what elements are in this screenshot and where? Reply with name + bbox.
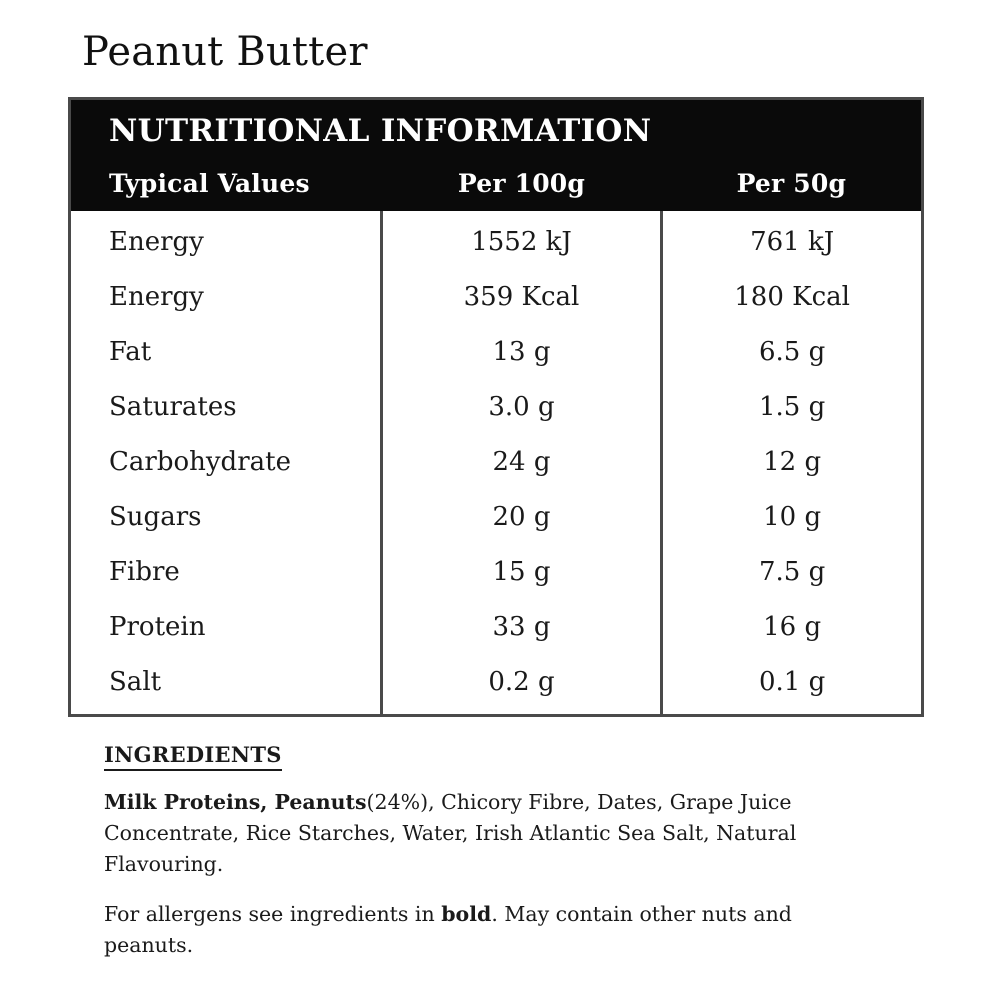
row-value-per-50g: 10 g	[662, 490, 921, 545]
ingredients-list	[104, 787, 874, 879]
nutrition-panel-header	[71, 100, 921, 157]
row-value-per-100g: 33 g	[381, 600, 662, 655]
table-row	[71, 545, 921, 600]
nutrition-table-header	[71, 157, 921, 211]
allergen-note-pre: For allergens see ingredients in	[104, 902, 442, 927]
row-value-per-50g: 0.1 g	[662, 655, 921, 714]
page-title: Peanut Butter	[82, 29, 368, 75]
nutrition-panel-title: NUTRITIONAL INFORMATION	[109, 113, 652, 149]
ingredients-rest: (24%), Chicory Fibre, Dates, Grape Juice Concentrate, Rice Starches, Water, Irish Atlantic Sea Salt, Natural Flavouring.	[104, 790, 797, 876]
nutrition-table-body	[71, 211, 921, 714]
row-label: Energy	[109, 282, 204, 313]
row-label: Saturates	[109, 392, 237, 423]
column-header-per-50g: Per 50g	[662, 157, 921, 211]
row-value-per-100g: 13 g	[381, 325, 662, 380]
nutrition-panel	[68, 97, 924, 717]
column-header-typical-values: Typical Values	[71, 157, 381, 211]
row-label: Salt	[109, 667, 162, 698]
row-value-per-100g: 359 Kcal	[381, 270, 662, 325]
column-header-per-100g: Per 100g	[381, 157, 662, 211]
ingredients-allergen-bold: Milk Proteins, Peanuts	[104, 790, 367, 814]
table-row	[71, 600, 921, 655]
allergen-note	[104, 899, 874, 961]
row-value-per-50g: 7.5 g	[662, 545, 921, 600]
row-value-per-100g: 3.0 g	[381, 380, 662, 435]
row-value-per-50g: 12 g	[662, 435, 921, 490]
table-row	[71, 325, 921, 380]
row-label: Carbohydrate	[109, 447, 291, 478]
row-label: Fibre	[109, 557, 180, 588]
table-row	[71, 270, 921, 325]
ingredients-section	[104, 742, 874, 961]
table-row	[71, 490, 921, 545]
ingredients-heading: INGREDIENTS	[104, 742, 282, 771]
allergen-note-post: . May contain other nuts and peanuts.	[104, 902, 792, 957]
allergen-note-bold: bold	[441, 902, 492, 927]
row-label: Protein	[109, 612, 206, 643]
row-value-per-100g: 20 g	[381, 490, 662, 545]
nutrition-table	[71, 157, 921, 714]
row-value-per-50g: 16 g	[662, 600, 921, 655]
row-value-per-50g: 761 kJ	[662, 211, 921, 270]
table-row	[71, 435, 921, 490]
row-value-per-50g: 1.5 g	[662, 380, 921, 435]
row-value-per-50g: 6.5 g	[662, 325, 921, 380]
table-row	[71, 655, 921, 714]
row-value-per-50g: 180 Kcal	[662, 270, 921, 325]
row-value-per-100g: 0.2 g	[381, 655, 662, 714]
row-value-per-100g: 15 g	[381, 545, 662, 600]
row-value-per-100g: 1552 kJ	[381, 211, 662, 270]
table-row	[71, 211, 921, 270]
table-header-row	[71, 157, 921, 211]
table-row	[71, 380, 921, 435]
row-label: Sugars	[109, 502, 202, 533]
row-value-per-100g: 24 g	[381, 435, 662, 490]
row-label: Energy	[109, 227, 204, 258]
row-label: Fat	[109, 337, 152, 368]
